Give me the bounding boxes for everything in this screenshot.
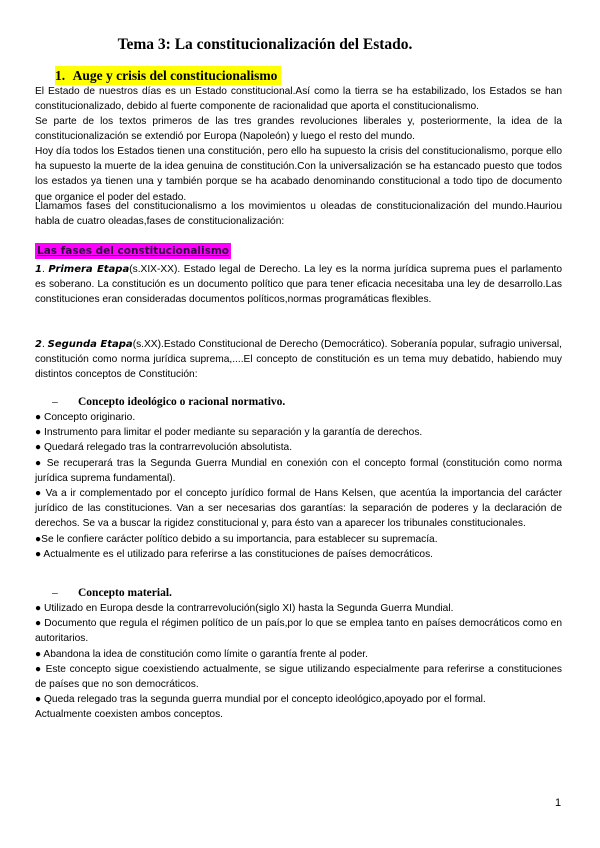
list-item: Actualmente coexisten ambos conceptos. <box>35 709 224 721</box>
stage-1-number: 1 <box>35 264 42 275</box>
section-heading-text: Auge y crisis del constitucionalismo <box>72 68 278 83</box>
intro-paragraph-1: El Estado de nuestros días es un Estado constitucional.Así como la tierra se ha estabilizado, los Estados se han constitucionalizado, debido al fuerte componente de racionalidad que aporta el constitucionalismo. <box>35 86 562 113</box>
stage-1-name: Primera Etapa <box>48 264 130 275</box>
list-item: ● Actualmente es el utilizado para referirse a las constituciones de países democráticos. <box>35 548 434 560</box>
dash-bullet: – <box>52 587 58 599</box>
intro-paragraph-4: Llamamos fases del constitucionalismo a los movimientos u oleadas de constitucionalización del mundo.Hauriou habla de cuatro oleadas,fases de constitucionalización: <box>35 201 562 228</box>
dash-bullet: – <box>52 396 58 408</box>
section-number: 1. <box>55 68 66 83</box>
stage-1-paragraph: 1. Primera Etapa(s.XIX-XX). Estado legal de Derecho. La ley es la norma jurídica suprema pues el parlamento es soberano. La constitución es un documento político que para tener eficacia necesitaba una ley de desarrollo.Las constituciones eran consideradas documentos políticos,normas programáticas flexibles. <box>35 264 562 306</box>
concept-material-title: Concepto material. <box>78 587 172 599</box>
document-title: Tema 3: La constitucionalización del Estado. <box>117 36 413 53</box>
concept-material-list <box>35 601 562 723</box>
concept-ideologico-title: Concepto ideológico o racional normativo. <box>78 396 286 408</box>
list-item: ● Va a ir complementado por el concepto jurídico formal de Hans Kelsen, que acentúa la importancia del carácter jurídico de las constituciones. Van a ser necesarias dos garantías: la separación de poderes y la declaración de derechos. Se va a buscar la rigidez constitucional y, para ésto van a aparecer los tribunales constitucionales. <box>35 488 562 530</box>
list-item: ● Utilizado en Europa desde la contrarrevolución(siglo XI) hasta la Segunda Guerra Mundial. <box>35 603 454 614</box>
list-item: ● Este concepto sigue coexistiendo actualmente, se sigue utilizando especialmente para referirse a constituciones de países que no son democráticos. <box>35 663 562 691</box>
stage-2-text: (s.XX).Estado Constitucional de Derecho (Democrático). Soberanía popular, sufragio universal, constitución como norma jurídica suprema,....El concepto de constitución es un tema muy debatido, habiendo muy distintos conceptos de Constitución: <box>35 339 562 381</box>
phases-heading: Las fases del constitucionalismo <box>37 245 229 257</box>
list-item: ● Concepto originario. <box>35 412 136 423</box>
page-number: 1 <box>555 797 562 809</box>
section-heading <box>55 66 281 85</box>
list-item: ● Se recuperará tras la Segunda Guerra Mundial en conexión con el concepto formal (constitución como norma jurídica suprema fundamental). <box>35 457 562 484</box>
list-item: ● Quedará relegado tras la contrarrevolución absolutista. <box>35 442 293 454</box>
list-item: ● Documento que regula el régimen político de un país,por lo que se emplea tanto en países democráticos como en autoritarios. <box>35 618 562 645</box>
stage-2-name: Segunda Etapa <box>47 339 133 350</box>
intro-paragraph-2: Se parte de los textos primeros de las tres grandes revoluciones liberales y, posteriormente, la idea de la constitucionalización se extendió por Europa (Napoleón) y luego el resto del mundo. <box>35 116 562 143</box>
stage-2-paragraph: 2. Segunda Etapa(s.XX).Estado Constitucional de Derecho (Democrático). Soberanía popular, sufragio universal, constitución como norma jurídica suprema,....El concepto de constitución es un tema muy debatido, habiendo muy distintos conceptos de Constitución: <box>35 339 562 381</box>
list-item: ● Abandona la idea de constitución como límite o garantía frente al poder. <box>35 648 368 660</box>
concept-ideologico-list <box>35 410 562 562</box>
list-item: ● Queda relegado tras la segunda guerra mundial por el concepto ideológico,apoyado por el formal. <box>35 694 486 706</box>
stage-2-number: 2 <box>35 339 42 350</box>
concept-ideologico-heading <box>52 396 285 408</box>
list-item: ●Se le confiere carácter político debido a su importancia, para establecer su supremacía. <box>35 533 438 545</box>
concept-material-heading <box>52 587 172 599</box>
list-item: ● Instrumento para limitar el poder mediante su separación y la garantía de derechos. <box>35 427 423 439</box>
stage-1-text: (s.XIX-XX). Estado legal de Derecho. La ley es la norma jurídica suprema pues el parlamento es soberano. La constitución es un documento político que para tener eficacia necesitaba una ley de desarrollo.Las constituciones eran consideradas documentos políticos,normas programáticas flexibles. <box>35 264 562 306</box>
intro-paragraph-3: Hoy día todos los Estados tienen una constitución, pero ello ha supuesto la crisis del constitucionalismo, porque ello ha supuesto la muerte de la idea genuina de constitución.Con la universalización se ha estancado puesto que todos los estados ya tienen una y también porque se ha acabado denominando constitucional a todo tipo de documento que organice el poder del estado. <box>35 146 562 203</box>
